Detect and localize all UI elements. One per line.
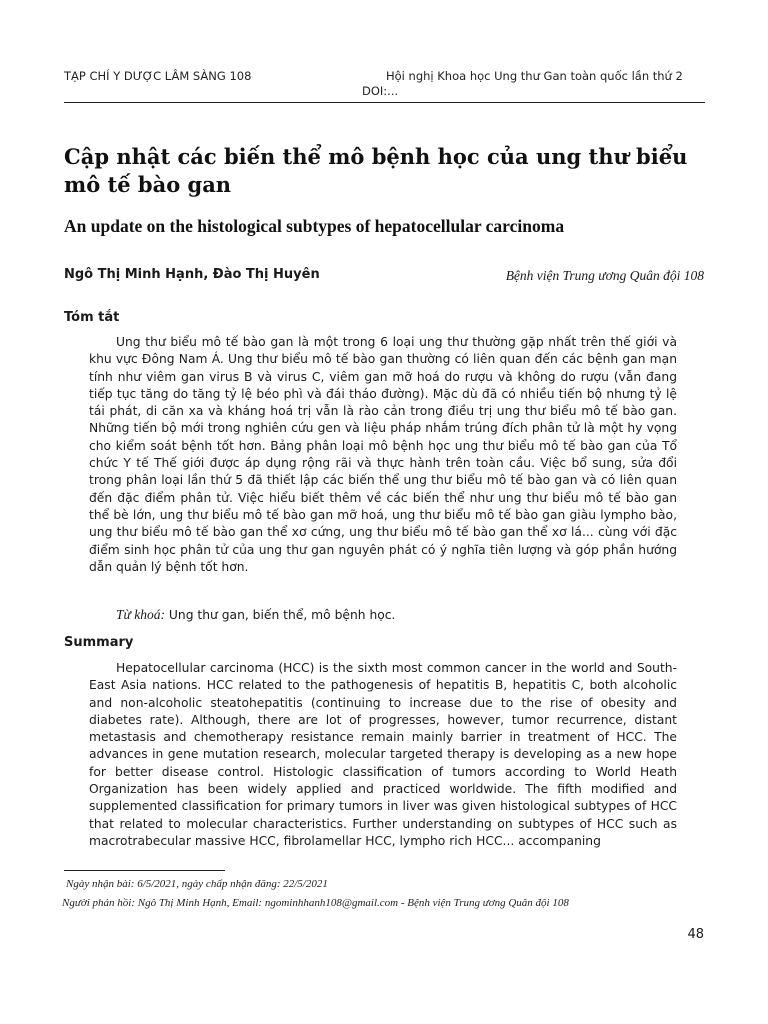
summary-heading: Summary (64, 635, 134, 650)
keywords-text: Ung thư gan, biến thể, mô bệnh học. (168, 608, 396, 622)
header-divider (64, 102, 705, 103)
article-title-english: An update on the histological subtypes of hepatocellular carcinoma (64, 216, 565, 236)
article-title-vietnamese: Cập nhật các biến thể mô bệnh học của ung thư biểu mô tế bào gan (64, 144, 688, 197)
abstract-text: Ung thư biểu mô tế bào gan là một trong 6 loại ung thư thường gặp nhất trên thế giới và khu vực Đông Nam Á. Ung thư biểu mô tế bào gan thường có liên quan đến các bệnh gan mạn tính như viêm gan virus B và virus C, viêm gan mỡ hoá do rượu và không do rượu (vẫn đang tiếp tục tăng do tăng tỷ lệ béo phì và đái tháo đường). Mặc dù đã có nhiều tiến bộ nhưng tỷ lệ tái phát, di căn xa và kháng hoá trị vẫn là rào cản trong điều trị ung thư biểu mô tế bào gan. Những tiến bộ mới trong nghiên cứu gen và liệu pháp nhắm trúng đích phân tử là một hy vọng cho kiểm soát bệnh tốt hơn. Bảng phân loại mô bệnh học ung thư biểu mô tế bào gan của Tổ chức Y tế Thế giới được áp dụng rộng rãi và thực hành trên toàn cầu. Việc bổ sung, sửa đổi trong phân loại lần thứ 5 đã thiết lập các biến thể ung thư biểu mô tế bào gan và có liên quan đến đặc điểm phân tử. Việc hiểu biết thêm về các biến thể như ung thư biểu mô tế bào gan thể bè lớn, ung thư biểu mô tế bào gan mỡ hoá, ung thư biểu mô tế bào gan giàu lympho bào, ung thư biểu mô tế bào gan thể xơ cứng, ung thư biểu mô tế bào gan thể xơ lá... cùng với đặc điểm sinh học phân tử của ung thư gan nguyên phát có ý nghĩa tiên lượng và góp phần hướng dẫn quản lý bệnh tốt hơn. (89, 335, 677, 574)
author-affiliation: Bệnh viện Trung ương Quân đội 108 (505, 268, 704, 283)
author-list: Ngô Thị Minh Hạnh, Đào Thị Huyên (64, 267, 320, 282)
footnote-received-date: Ngày nhận bài: 6/5/2021, ngày chấp nhận đăng: 22/5/2021 (66, 878, 328, 890)
keywords-label: Từ khoá: (116, 607, 165, 622)
journal-name: TẠP CHÍ Y DƯỢC LÂM SÀNG 108 (64, 69, 252, 83)
abstract-heading: Tóm tắt (64, 310, 120, 325)
page-number: 48 (687, 927, 704, 942)
footnote-corresponding-author: Người phản hồi: Ngô Thị Minh Hạnh, Email: ngominhhanh108@gmail.com - Bệnh viện Trung ương Quân đội 108 (62, 897, 569, 909)
conference-name: Hội nghị Khoa học Ung thư Gan toàn quốc lần thứ 2 (386, 69, 683, 83)
doi-label: DOI:... (362, 84, 399, 98)
keywords (116, 606, 676, 624)
summary-text: Hepatocellular carcinoma (HCC) is the sixth most common cancer in the world and South-East Asia nations. HCC related to the pathogenesis of hepatitis B, hepatitis C, both alcoholic and non-alcoholic steatohepatitis (continuing to increase due to the rise of obesity and diabetes rate). Although, there are lot of progresses, however, tumor recurrence, distant metastasis and chemotherapy resistance remain mainly barrier in treatment of HCC. The advances in gene mutation research, molecular targeted therapy is developing as a new hope for better disease control. Histologic classification of tumors according to World Heath Organization has been widely applied and practiced worldwide. The fifth modified and supplemented classification for primary tumors in liver was given histological subtypes of HCC that related to molecular characteristics. Further understanding on subtypes of HCC such as macrotrabecular massive HCC, fibrolamellar HCC, lympho rich HCC... accompaning (89, 661, 677, 848)
footnote-divider (64, 870, 225, 871)
